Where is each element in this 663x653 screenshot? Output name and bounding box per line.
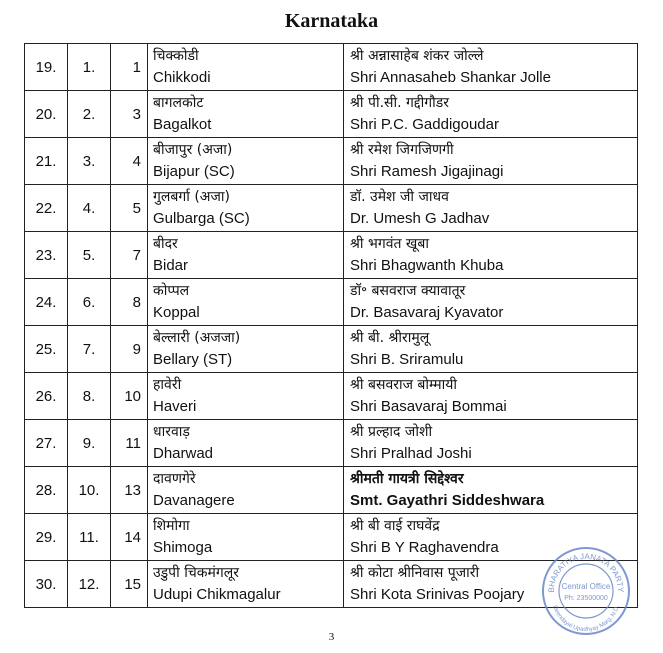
constituency-english: Chikkodi xyxy=(153,69,211,86)
state-serial-text: 8. xyxy=(82,387,96,405)
candidate-name xyxy=(344,467,638,514)
serial-number-text: 22. xyxy=(35,199,57,217)
constituency-hindi: बीजापुर (अजा) xyxy=(153,142,233,158)
serial-number-text: 25. xyxy=(35,340,57,358)
candidate-name xyxy=(344,91,638,138)
constituency-number xyxy=(111,420,148,467)
constituency-number-text: 5 xyxy=(132,199,141,217)
constituency-hindi: धारवाड़ xyxy=(153,424,190,440)
constituency-number-text: 7 xyxy=(132,246,141,264)
constituency-hindi: दावणगेरे xyxy=(153,471,196,487)
state-serial xyxy=(68,138,111,185)
page-title: Karnataka xyxy=(284,10,379,32)
constituency-name xyxy=(148,138,344,185)
table-row xyxy=(25,467,638,514)
constituency-english: Udupi Chikmagalur xyxy=(153,586,281,603)
serial-number xyxy=(25,420,68,467)
table-row xyxy=(25,232,638,279)
constituency-name xyxy=(148,232,344,279)
page-number: 3 xyxy=(328,631,335,643)
candidate-english: Shri Bhagwanth Khuba xyxy=(350,257,504,274)
serial-number-text: 23. xyxy=(35,246,57,264)
constituency-english: Davanagere xyxy=(153,492,235,509)
table-row xyxy=(25,420,638,467)
constituency-name xyxy=(148,514,344,561)
state-serial xyxy=(68,514,111,561)
serial-number-text: 28. xyxy=(35,481,57,499)
state-serial xyxy=(68,232,111,279)
table-row xyxy=(25,326,638,373)
serial-number-text: 29. xyxy=(35,528,57,546)
candidate-table-body xyxy=(25,44,638,608)
constituency-english: Dharwad xyxy=(153,445,214,462)
constituency-number xyxy=(111,232,148,279)
table-row xyxy=(25,279,638,326)
candidate-name xyxy=(344,373,638,420)
state-serial-text: 6. xyxy=(82,293,96,311)
state-serial xyxy=(68,279,111,326)
constituency-number-text: 15 xyxy=(124,575,141,593)
candidate-name xyxy=(344,420,638,467)
state-serial-text: 12. xyxy=(78,575,100,593)
candidate-english: Shri Annasaheb Shankar Jolle xyxy=(350,69,551,86)
state-serial-text: 9. xyxy=(82,434,96,452)
constituency-number xyxy=(111,467,148,514)
candidate-hindi: श्री रमेश जिगजिणगी xyxy=(350,142,454,158)
constituency-number xyxy=(111,373,148,420)
state-serial-text: 1. xyxy=(82,58,96,76)
serial-number xyxy=(25,373,68,420)
constituency-number xyxy=(111,185,148,232)
constituency-name xyxy=(148,326,344,373)
constituency-name xyxy=(148,373,344,420)
serial-number xyxy=(25,232,68,279)
constituency-number xyxy=(111,44,148,91)
constituency-english: Haveri xyxy=(153,398,197,415)
constituency-number xyxy=(111,279,148,326)
constituency-hindi: शिमोगा xyxy=(153,518,190,534)
table-row xyxy=(25,373,638,420)
stamp-inner-line2: Ph: 23500000 xyxy=(564,595,608,602)
constituency-number xyxy=(111,138,148,185)
state-serial xyxy=(68,91,111,138)
state-serial xyxy=(68,420,111,467)
constituency-number-text: 9 xyxy=(132,340,141,358)
constituency-english: Bijapur (SC) xyxy=(153,163,235,180)
candidate-english: Smt. Gayathri Siddeshwara xyxy=(350,492,545,509)
state-serial xyxy=(68,185,111,232)
candidate-hindi: श्री बसवराज बोम्मायी xyxy=(350,377,457,393)
constituency-name xyxy=(148,185,344,232)
state-serial xyxy=(68,44,111,91)
serial-number-text: 26. xyxy=(35,387,57,405)
constituency-hindi: बीदर xyxy=(153,236,178,252)
constituency-hindi: चिक्कोडी xyxy=(153,48,199,64)
serial-number-text: 27. xyxy=(35,434,57,452)
constituency-name xyxy=(148,561,344,608)
state-serial xyxy=(68,467,111,514)
constituency-name xyxy=(148,420,344,467)
table-row xyxy=(25,185,638,232)
candidate-english: Shri B Y Raghavendra xyxy=(350,539,499,556)
constituency-number xyxy=(111,91,148,138)
constituency-hindi: उडुपी चिकमंगलूर xyxy=(153,565,239,581)
constituency-name xyxy=(148,467,344,514)
state-serial xyxy=(68,373,111,420)
candidate-english: Shri Basavaraj Bommai xyxy=(350,398,507,415)
serial-number xyxy=(25,138,68,185)
stamp-bottom-text: Deendayal Upadhyay Marg, N.D. xyxy=(551,604,621,634)
constituency-number-text: 3 xyxy=(132,105,141,123)
candidate-english: Shri B. Sriramulu xyxy=(350,351,464,368)
constituency-hindi: गुलबर्गा (अजा) xyxy=(153,189,230,205)
constituency-english: Bagalkot xyxy=(153,116,212,133)
constituency-hindi: कोप्पल xyxy=(153,283,190,299)
candidate-name xyxy=(344,185,638,232)
constituency-number-text: 11 xyxy=(125,434,141,452)
constituency-name xyxy=(148,279,344,326)
serial-number-text: 24. xyxy=(35,293,57,311)
candidate-english: Dr. Basavaraj Kyavator xyxy=(350,304,504,321)
table-row xyxy=(25,91,638,138)
constituency-hindi: हावेरी xyxy=(153,377,182,393)
candidate-english: Dr. Umesh G Jadhav xyxy=(350,210,490,227)
candidate-hindi: श्रीमती गायत्री सिद्देश्वर xyxy=(350,471,464,487)
constituency-number-text: 14 xyxy=(124,528,141,546)
state-serial xyxy=(68,326,111,373)
candidate-hindi: श्री अन्नासाहेब शंकर जोल्ले xyxy=(350,48,484,64)
constituency-english: Koppal xyxy=(153,304,200,321)
constituency-number-text: 1 xyxy=(132,58,141,76)
candidate-name xyxy=(344,279,638,326)
serial-number-text: 30. xyxy=(35,575,57,593)
serial-number-text: 21. xyxy=(35,152,57,170)
state-serial-text: 4. xyxy=(82,199,96,217)
constituency-number-text: 13 xyxy=(124,481,141,499)
table-row xyxy=(25,138,638,185)
state-serial-text: 2. xyxy=(82,105,96,123)
constituency-english: Bidar xyxy=(153,257,189,274)
serial-number-text: 20. xyxy=(35,105,57,123)
state-serial-text: 10. xyxy=(78,481,100,499)
candidate-name xyxy=(344,232,638,279)
candidate-hindi: श्री बी. श्रीरामुलू xyxy=(350,330,430,346)
candidate-english: Shri Ramesh Jigajinagi xyxy=(350,163,504,180)
candidate-hindi: श्री भगवंत खूबा xyxy=(350,236,429,252)
state-serial-text: 3. xyxy=(82,152,96,170)
state-serial-text: 11. xyxy=(79,528,99,546)
constituency-number-text: 10 xyxy=(124,387,141,405)
constituency-english: Bellary (ST) xyxy=(153,351,233,368)
serial-number xyxy=(25,326,68,373)
candidate-hindi: डॉ॰ बसवराज क्यावातूर xyxy=(350,283,466,299)
candidate-english: Shri Kota Srinivas Poojary xyxy=(350,586,525,603)
serial-number xyxy=(25,467,68,514)
candidate-hindi: श्री प्रल्हाद जोशी xyxy=(350,424,433,440)
constituency-name xyxy=(148,91,344,138)
stamp-inner-ring xyxy=(559,564,613,618)
constituency-english: Gulbarga (SC) xyxy=(153,210,250,227)
state-serial-text: 7. xyxy=(82,340,96,358)
table-row xyxy=(25,44,638,91)
stamp-inner-line1: Central Office xyxy=(561,582,611,591)
constituency-number-text: 4 xyxy=(132,152,141,170)
candidate-english: Shri P.C. Gaddigoudar xyxy=(350,116,499,133)
constituency-english: Shimoga xyxy=(153,539,213,556)
constituency-number xyxy=(111,561,148,608)
state-serial xyxy=(68,561,111,608)
serial-number xyxy=(25,514,68,561)
serial-number-text: 19. xyxy=(35,58,57,76)
constituency-name xyxy=(148,44,344,91)
candidate-name xyxy=(344,326,638,373)
candidate-hindi: श्री कोटा श्रीनिवास पूजारी xyxy=(350,565,480,581)
serial-number xyxy=(25,279,68,326)
constituency-hindi: बेल्लारी (अजजा) xyxy=(153,330,241,346)
constituency-number xyxy=(111,514,148,561)
party-stamp xyxy=(540,545,632,637)
candidate-name xyxy=(344,138,638,185)
stamp-outer-text: BHARATIYA JANATA PARTY xyxy=(546,551,626,593)
candidate-hindi: श्री बी वाई राघवेंद्र xyxy=(350,518,440,534)
constituency-number-text: 8 xyxy=(132,293,141,311)
candidate-hindi: श्री पी.सी. गद्दीगौडर xyxy=(350,95,450,111)
candidate-english: Shri Pralhad Joshi xyxy=(350,445,472,462)
candidate-hindi: डॉ. उमेश जी जाधव xyxy=(350,189,449,205)
candidate-table xyxy=(24,43,638,608)
constituency-hindi: बागलकोट xyxy=(153,95,204,111)
serial-number xyxy=(25,185,68,232)
serial-number xyxy=(25,91,68,138)
candidate-name xyxy=(344,44,638,91)
state-serial-text: 5. xyxy=(82,246,96,264)
serial-number xyxy=(25,561,68,608)
constituency-number xyxy=(111,326,148,373)
serial-number xyxy=(25,44,68,91)
